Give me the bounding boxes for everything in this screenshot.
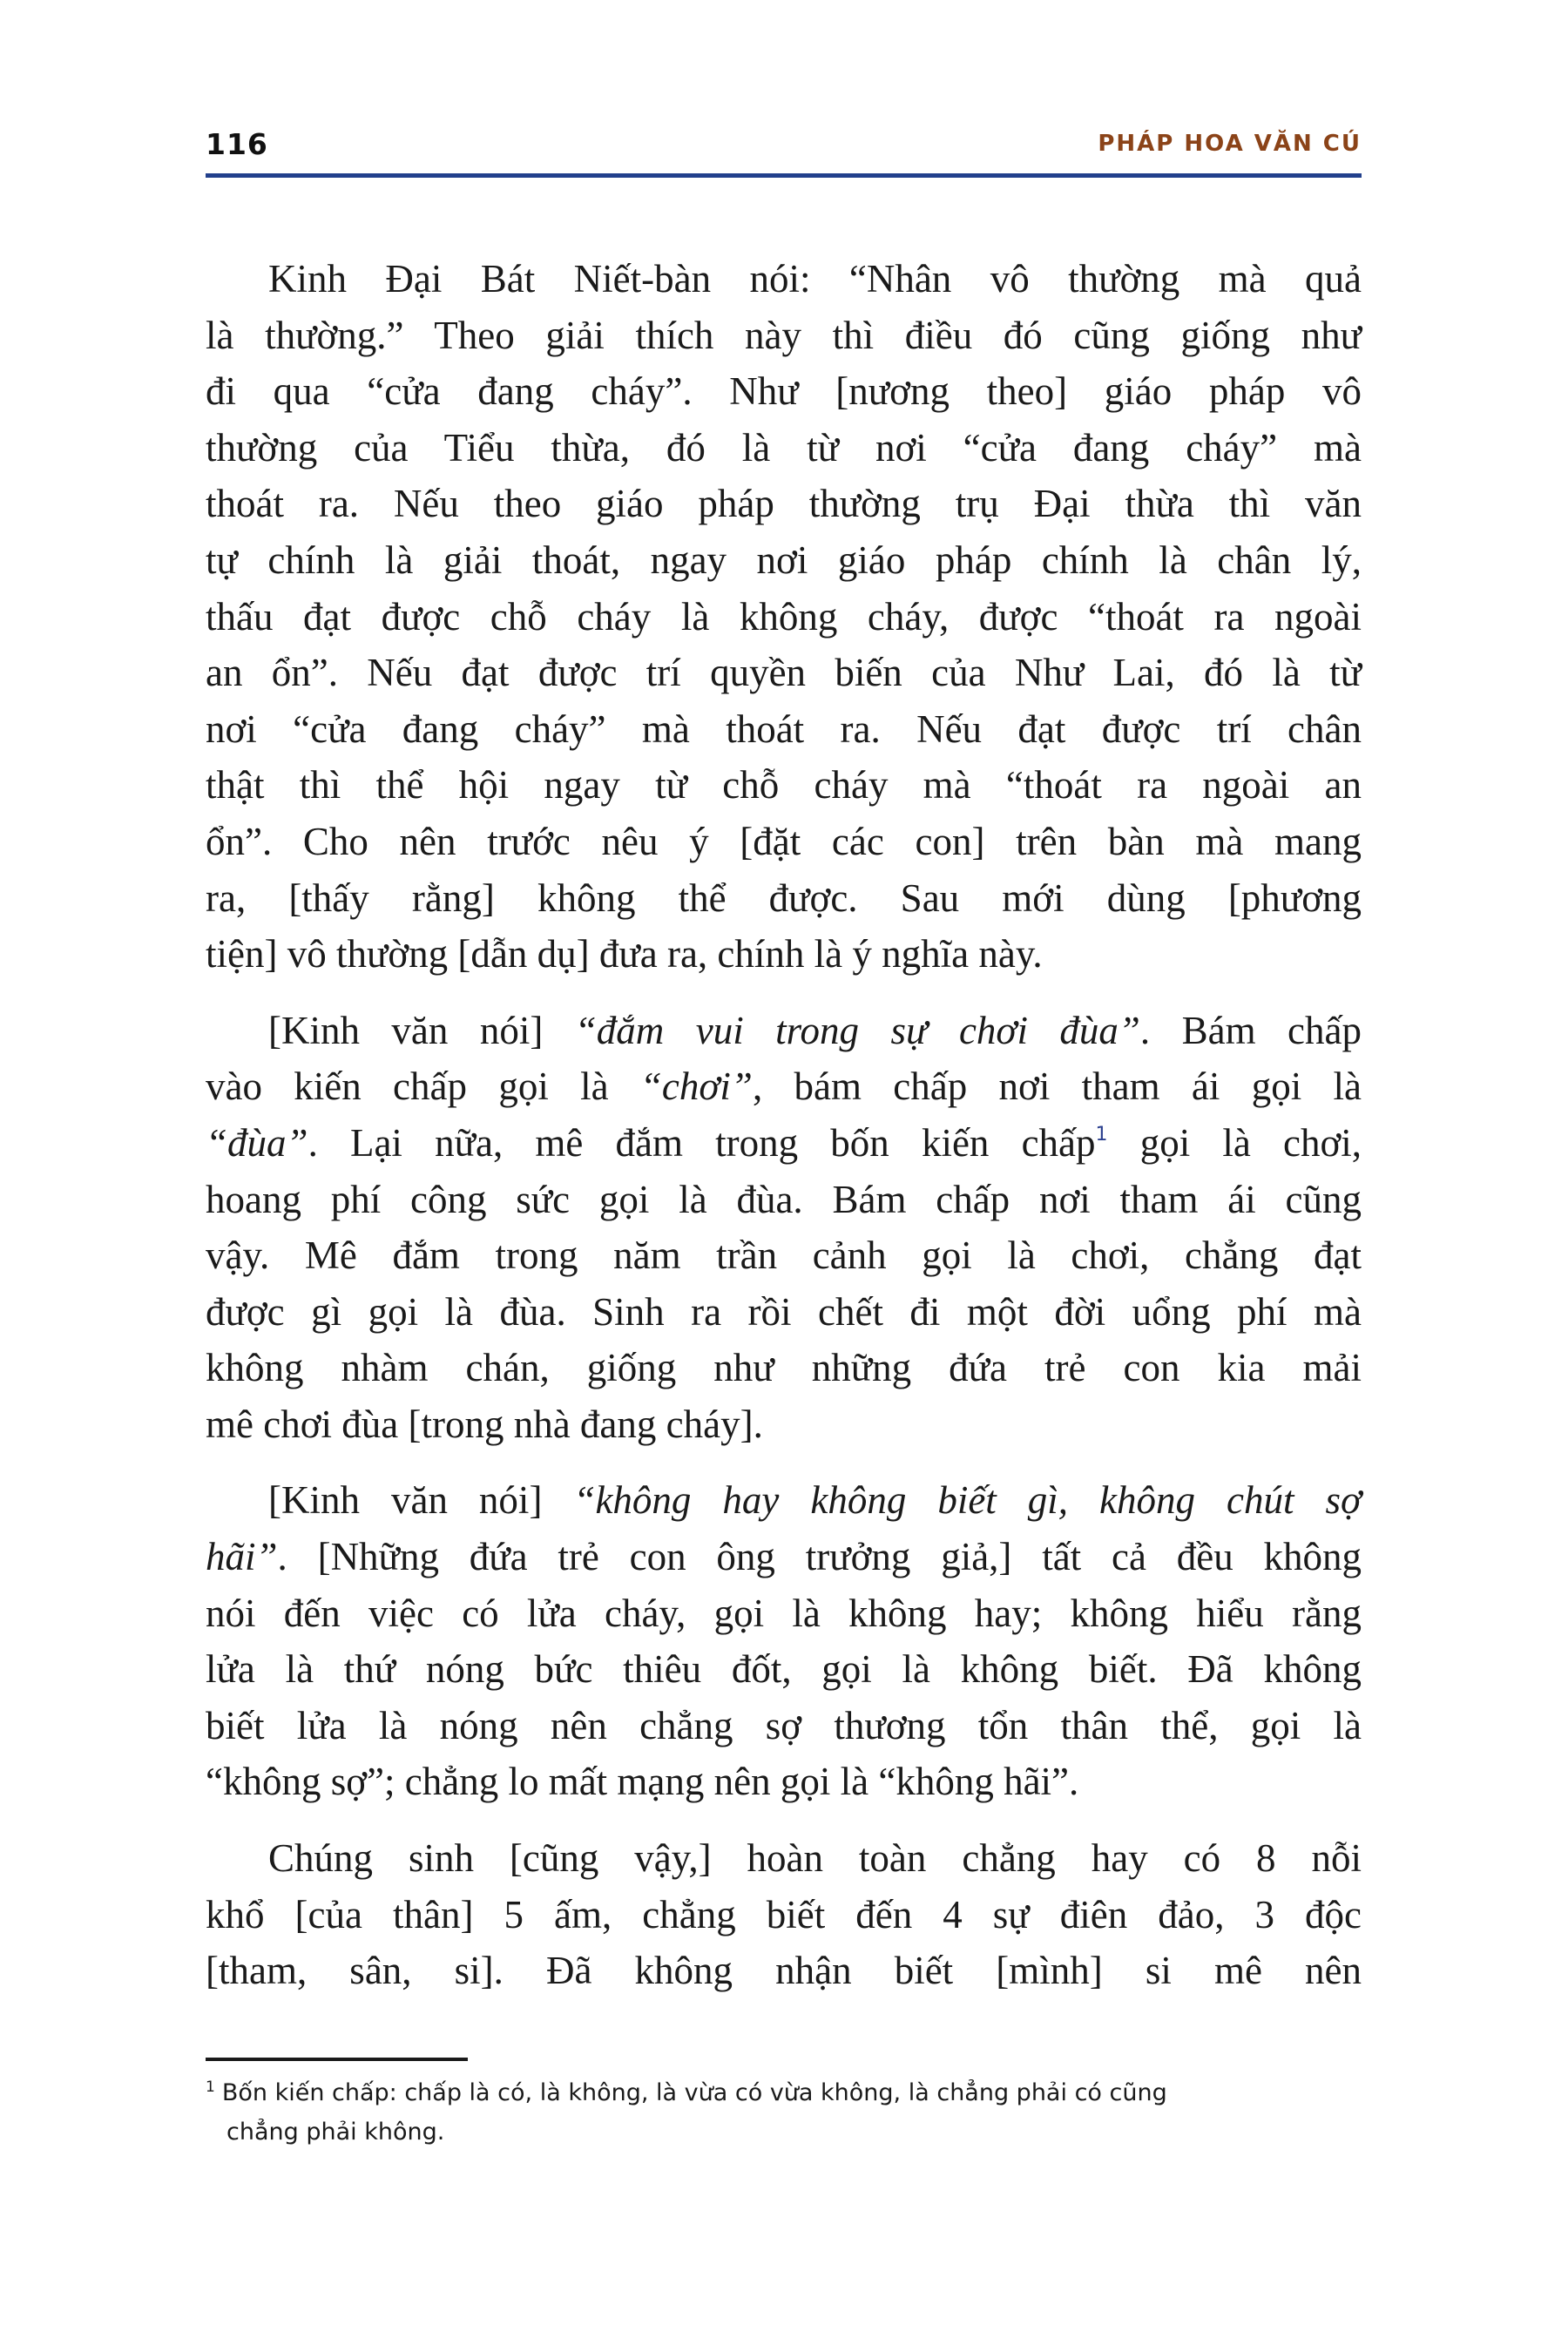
text-segment: tự chính là giải thoát, ngay nơi giáo pháp chính là chân lý, [206, 537, 1362, 582]
text-segment: ra, [thấy rằng] không thể được. Sau mới dùng [phương [206, 875, 1362, 920]
text-line [206, 1830, 1362, 1887]
text-line [206, 251, 1362, 308]
text-segment: [Kinh văn nói] [268, 1008, 575, 1052]
text-segment: an ổn”. Nếu đạt được trí quyền biến của Như Lai, đó là từ [206, 651, 1362, 695]
text-line [206, 532, 1362, 589]
text-segment: ổn”. Cho nên trước nêu ý [đặt các con] trên bàn mà mang [206, 819, 1362, 863]
text-line [206, 1641, 1362, 1698]
running-header [206, 127, 1362, 171]
footnote-reference[interactable]: 1 [1095, 1123, 1108, 1146]
sutra-quote: “không hay không biết gì, không chút sợ [573, 1478, 1362, 1523]
text-line [206, 1227, 1362, 1284]
text-line [206, 1396, 1362, 1453]
footnote-rule [206, 2058, 468, 2061]
footnote-text: Bốn kiến chấp: chấp là có, là không, là vừa có vừa không, là chẳng phải có cũng [221, 2079, 1167, 2106]
text-segment: . Bám chấp [1139, 1008, 1362, 1052]
text-line [206, 1529, 1362, 1585]
footnote-text: chẳng phải không. [226, 2119, 445, 2146]
text-segment: vào kiến chấp gọi là [206, 1064, 640, 1109]
text-line [206, 1058, 1362, 1115]
header-rule [206, 173, 1362, 178]
text-line [206, 1284, 1362, 1341]
text-segment: [tham, sân, si]. Đã không nhận biết [mình] si mê nên [206, 1949, 1362, 1993]
text-segment: mê chơi đùa [trong nhà đang cháy]. [206, 1402, 763, 1446]
text-segment: thật thì thể hội ngay từ chỗ cháy mà “thoát ra ngoài an [206, 763, 1362, 808]
text-line [206, 476, 1362, 532]
text-segment: gọi là chơi, [1107, 1120, 1362, 1165]
text-segment: . [Những đứa trẻ con ông trưởng giả,] tất cả đều không [277, 1535, 1362, 1579]
footnote-line [206, 2112, 1362, 2152]
text-segment: khổ [của thân] 5 ấm, chẳng biết đến 4 sự điên đảo, 3 độc [206, 1892, 1362, 1936]
text-segment: vậy. Mê đắm trong năm trần cảnh gọi là chơi, chẳng đạt [206, 1233, 1362, 1278]
text-line [206, 757, 1362, 814]
text-segment: nói đến việc có lửa cháy, gọi là không hay; không hiểu rằng [206, 1591, 1362, 1635]
text-line [206, 589, 1362, 645]
text-line [206, 814, 1362, 870]
text-segment: Kinh Đại Bát Niết-bàn nói: “Nhân vô thường mà quả [268, 257, 1362, 301]
page-number: 116 [206, 127, 268, 161]
text-segment: thấu đạt được chỗ cháy là không cháy, được “thoát ra ngoài [206, 594, 1362, 639]
sutra-quote: “chơi” [639, 1064, 753, 1109]
paragraph [206, 1830, 1362, 1999]
sutra-quote: hãi” [206, 1535, 278, 1579]
text-segment: biết lửa là nóng nên chẳng sợ thương tổn thân thể, gọi là [206, 1703, 1362, 1747]
text-segment: là thường.” Theo giải thích này thì điều đó cũng giống như [206, 313, 1362, 357]
text-line [206, 926, 1362, 983]
text-segment: tiện] vô thường [dẫn dụ] đưa ra, chính là ý nghĩa này. [206, 932, 1043, 977]
footnote-line [206, 2073, 1362, 2112]
text-segment: đi qua “cửa đang cháy”. Như [nương theo] giáo pháp vô [206, 369, 1362, 414]
text-line [206, 1698, 1362, 1754]
text-line [206, 1585, 1362, 1642]
text-segment: lửa là thứ nóng bức thiêu đốt, gọi là không biết. Đã không [206, 1647, 1362, 1692]
text-line [206, 1115, 1362, 1172]
text-segment: thường của Tiểu thừa, đó là từ nơi “cửa đang cháy” mà [206, 425, 1362, 470]
text-line [206, 363, 1362, 420]
paragraph [206, 1003, 1362, 1453]
text-segment: thoát ra. Nếu theo giáo pháp thường trụ Đại thừa thì văn [206, 482, 1362, 526]
text-line [206, 1172, 1362, 1228]
body-text [206, 251, 1362, 2019]
text-line [206, 308, 1362, 364]
text-line [206, 1887, 1362, 1943]
text-segment: không nhàm chán, giống như những đứa trẻ con kia mải [206, 1346, 1362, 1390]
book-title: PHÁP HOA VĂN CÚ [1098, 131, 1362, 157]
sutra-quote: “đùa” [206, 1120, 308, 1165]
text-line [206, 870, 1362, 927]
footnotes [206, 2073, 1362, 2152]
paragraph [206, 251, 1362, 983]
paragraph [206, 1472, 1362, 1810]
sutra-quote: “đắm vui trong sự chơi đùa” [574, 1008, 1140, 1052]
text-segment: “không sợ”; chẳng lo mất mạng nên gọi là “không hãi”. [206, 1760, 1079, 1804]
text-line [206, 1754, 1362, 1810]
text-line [206, 1472, 1362, 1529]
footnote-mark: 1 [206, 2078, 215, 2096]
text-line [206, 1943, 1362, 1999]
text-segment: . Lại nữa, mê đắm trong bốn kiến chấp [308, 1120, 1096, 1165]
text-line [206, 645, 1362, 701]
text-segment: hoang phí công sức gọi là đùa. Bám chấp nơi tham ái cũng [206, 1177, 1362, 1221]
text-segment: [Kinh văn nói] [268, 1478, 574, 1523]
text-line [206, 420, 1362, 476]
text-line [206, 1003, 1362, 1059]
text-line [206, 701, 1362, 758]
text-segment: Chúng sinh [cũng vậy,] hoàn toàn chẳng hay có 8 nỗi [268, 1836, 1362, 1881]
text-line [206, 1340, 1362, 1396]
text-segment: , bám chấp nơi tham ái gọi là [752, 1064, 1362, 1109]
text-segment: được gì gọi là đùa. Sinh ra rồi chết đi một đời uổng phí mà [206, 1289, 1362, 1334]
text-segment: nơi “cửa đang cháy” mà thoát ra. Nếu đạt được trí chân [206, 706, 1362, 751]
